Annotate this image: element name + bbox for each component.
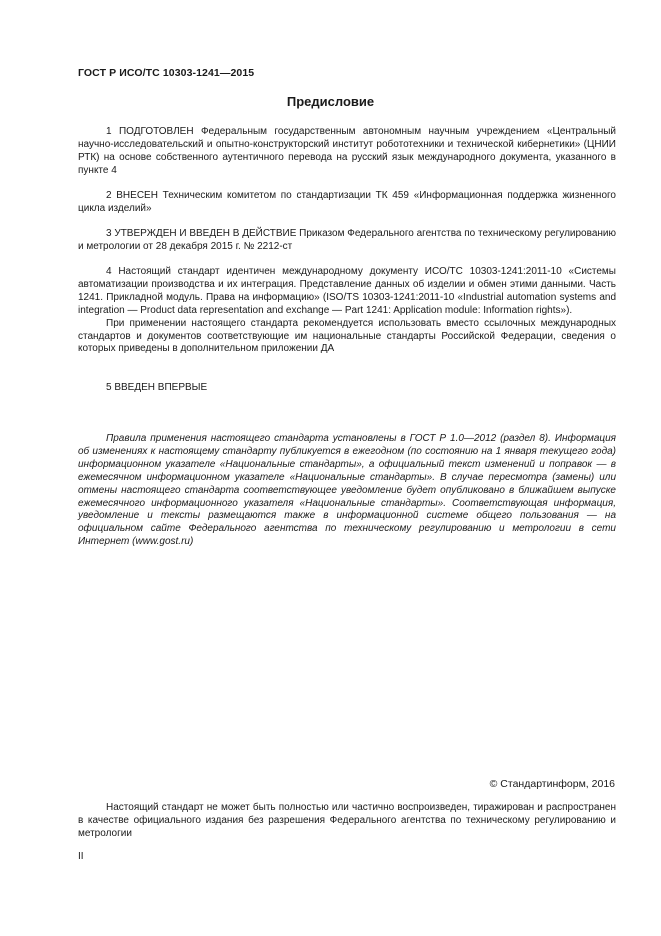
page-number: II: [78, 851, 84, 862]
standard-id-header: ГОСТ Р ИСО/ТС 10303-1241—2015: [78, 67, 255, 79]
foreword-paragraph-3: 3 УТВЕРЖДЕН И ВВЕДЕН В ДЕЙСТВИЕ Приказом Федерального агентства по техническому регулированию и метрологии от 28 декабря 2015 г. № 2212-ст: [78, 228, 616, 252]
foreword-item-3: [78, 228, 616, 254]
application-notice-text: Правила применения настоящего стандарта установлены в ГОСТ Р 1.0—2012 (раздел 8). Информация об изменениях к настоящему стандарту публикуется в ежегодном (по состоянию на 1 января текущего года) информационном указателе «Национальные стандарты», а официальный текст изменений и поправок — в ежемесячном информационном указателе «Национальные стандарты». В случае пересмотра (замены) или отмены настоящего стандарта соответствующее уведомление будет опубликовано в ближайшем выпуске ежемесячного информационного указателя «Национальные стандарты». Соответствующая информация, уведомление и тексты размещаются также в информационной системе общего пользования — на официальном сайте Федерального агентства по техническому регулированию и метрологии в сети Интернет (www.gost.ru): [78, 433, 616, 548]
foreword-item-5: [78, 382, 616, 395]
application-notice: [78, 433, 616, 549]
foreword-item-4: [78, 266, 616, 356]
page-title: Предисловие: [286, 94, 375, 109]
reproduction-notice-text: Настоящий стандарт не может быть полностью или частично воспроизведен, тиражирован и распространен в качестве официального издания без разрешения Федерального агентства по техническому регулированию и метрологии: [78, 802, 616, 839]
foreword-paragraph-2: 2 ВНЕСЕН Техническим комитетом по стандартизации ТК 459 «Информационная поддержка жизненного цикла изделий»: [78, 190, 616, 214]
foreword-paragraph-5: 5 ВВЕДЕН ВПЕРВЫЕ: [106, 382, 208, 393]
copyright-notice: © Стандартинформ, 2016: [489, 778, 615, 790]
foreword-item-2: [78, 190, 616, 216]
foreword-item-1: [78, 126, 616, 178]
foreword-paragraph-4b: При применении настоящего стандарта рекомендуется использовать вместо ссылочных международных стандартов и документов соответствующие им национальные стандарты Российской Федерации, сведения о которых приведены в дополнительном приложении ДА: [78, 317, 616, 355]
foreword-paragraph-4: 4 Настоящий стандарт идентичен международному документу ИСО/ТС 10303-1241:2011-10 «Системы автоматизации производства и их интеграция. Представление данных об изделии и обмен этими данными. Часть 1241. Прикладной модуль. Права на информацию» (ISO/TS 10303-1241:2011-10 «Industrial automation systems and integration — Product data representation and exchange — Part 1241: Application module: Information rights»).: [78, 266, 616, 316]
foreword-paragraph-1: 1 ПОДГОТОВЛЕН Федеральным государственным автономным научным учреждением «Центральный научно-исследовательский и опытно-конструкторский институт робототехники и технической кибернетики» (ЦНИИ РТК) на основе собственного аутентичного перевода на русский язык международного документа, указанного в пункте 4: [78, 126, 616, 176]
reproduction-notice: [78, 802, 616, 841]
